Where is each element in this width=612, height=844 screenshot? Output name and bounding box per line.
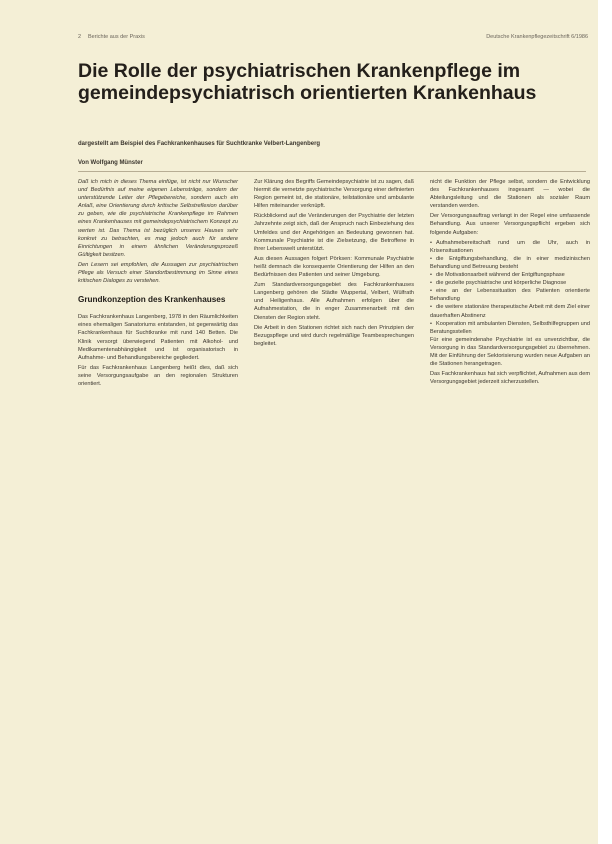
paragraph: Den Lesern sei empfohlen, die Aussagen zur psychiatrischen Pflege als Versuch einer Standortbestimmung im Sinne eines kritischen Dialoges zu verstehen. (78, 261, 238, 285)
bullet-icon: • (430, 280, 432, 287)
article-title: Die Rolle der psychiatrischen Krankenpflege im gemeindepsychiatrisch orientierten Krankenhaus (78, 60, 537, 104)
author-line: Von Wolfgang Münster (78, 160, 143, 166)
bullet-text: Aufnahmebereitschaft rund um die Uhr, auch in Krisensituationen (430, 239, 590, 254)
bullet-text: die weitere stationäre therapeutische Arbeit mit dem Ziel einer dauerhaften Abstinenz (430, 304, 590, 319)
header-divider (78, 171, 586, 172)
bullet-icon: • (430, 272, 432, 279)
bullet-text: eine an der Lebenssituation des Patienten orientierte Behandlung (430, 288, 590, 303)
bullet-text: Kooperation mit ambulanten Diensten, Selbsthilfegruppen und Beratungsstellen (430, 320, 590, 335)
text-column-3 (430, 178, 590, 388)
paragraph: Rückblickend auf die Veränderungen der Psychiatrie der letzten Jahrzehnte zeigt sich, daß der Anspruch nach Einbeziehung des Umfeldes und der Angehörigen an Bedeutung gewonnen hat. Kommunale Psychiatrie ist die Zielsetzung, die Betroffene in ihrer Lebenswelt unterstützt. (254, 213, 414, 252)
bullet-item (430, 303, 590, 319)
bullet-icon: • (430, 320, 432, 327)
bullet-item (430, 255, 590, 271)
page-edge (598, 0, 612, 844)
paragraph: Aus diesen Aussagen folgert Pörksen: Kommunale Psychiatrie heißt demnach die konsequente Orientierung der Hilfen an den Bedürfnissen des Patienten und seiner Umgebung. (254, 255, 414, 279)
paragraph: Für eine gemeindenahe Psychiatrie ist es unverzichtbar, die Versorgung in das Standardversorgungsgebiet zu übernehmen. Mit der Einführung der Sektorisierung wurden neue Aufgaben an die Stationen herangetragen. (430, 336, 590, 368)
bullet-icon: • (430, 255, 432, 262)
bullet-item (430, 279, 590, 287)
bullet-item (430, 320, 590, 336)
paragraph: Für das Fachkrankenhaus Langenberg heißt dies, daß sich seine Versorgungsaufgabe an den regionalen Strukturen orientiert. (78, 364, 238, 387)
bullet-item (430, 271, 590, 279)
bullet-text: die Motivationsarbeit während der Entgiftungsphase (436, 272, 565, 279)
paragraph: nicht die Funktion der Pflege selbst, sondern die Entwicklung des Fachkrankenhauses insgesamt — wobei die Abteilungsleitung und die Stationen als sozialer Raum verstanden werden. (430, 179, 590, 210)
section-name: Berichte aus der Praxis (88, 34, 145, 40)
bullet-icon: • (430, 304, 432, 311)
bullet-icon: • (430, 288, 432, 295)
article-subtitle: dargestellt am Beispiel des Fachkrankenhauses für Suchtkranke Velbert-Langenberg (78, 141, 321, 147)
text-column-1 (78, 178, 238, 390)
paragraph: Das Fachkrankenhaus hat sich verpflichtet, Aufnahmen aus dem Versorgungsgebiet jederzeit sicherzustellen. (430, 371, 590, 386)
paragraph: Die Arbeit in den Stationen richtet sich nach den Prinzipien der Bezugspflege und wird durch regelmäßige Teambesprechungen begleitet. (254, 324, 414, 347)
journal-name: Deutsche Krankenpflegezeitschrift 6/1986 (486, 34, 588, 40)
bullet-item (430, 287, 590, 303)
text-column-2 (254, 178, 414, 350)
bullet-icon: • (430, 239, 432, 246)
bullet-text: die Entgiftungsbehandlung, die in einer medizinischen Behandlung und Betreuung besteht (430, 255, 590, 270)
paragraph: Zum Standardversorgungsgebiet des Fachkrankenhauses Langenberg gehören die Städte Wuppertal, Velbert, Wülfrath und Heiligenhaus. Alle Aufnahmen erfolgen über die Aufnahmestation, die in enger Zusammenarbeit mit den Diensten der Region steht. (254, 282, 414, 321)
paragraph: Das Fachkrankenhaus Langenberg, 1978 in den Räumlichkeiten eines ehemaligen Sanatoriums entstanden, ist gegenwärtig das Fachkrankenhaus für Suchtkranke mit rund 140 Betten. Die Klinik versorgt überwiegend Patienten mit Alkohol- und Medikamentenabhängigkeit und ist organisatorisch in Aufnahme- und Behandlungsbereiche gegliedert. (78, 314, 238, 361)
section-heading: Grundkonzeption des Krankenhauses (78, 295, 226, 305)
paragraph: Zur Klärung des Begriffs Gemeindepsychiatrie ist zu sagen, daß hiermit die vernetzte psychiatrische Versorgung einer definierten Region gemeint ist, die stationäre, teilstationäre und ambulante Hilfen miteinander verknüpft. (254, 179, 414, 210)
page-number: 2 (78, 34, 82, 40)
paragraph: Der Versorgungsauftrag verlangt in der Regel eine umfassende Behandlung. Aus unserer Versorgungspflicht ergeben sich folgende Aufgaben: (430, 213, 590, 236)
bullet-text: die gezielte psychiatrische und körperliche Diagnose (436, 280, 567, 287)
bullet-item (430, 239, 590, 255)
lead-paragraph: Daß ich mich in dieses Thema einfüge, ist nicht nur Wunscher und Bedürfnis auf meine eigenen Lebensträge, sondern der unterstützende Leiter der Pflegebereiche, sondern auch ein Anlaß, eine Orientierung durch kritische Selbstreflexion darüber zu geben, wie die psychiatrische Krankenpflege im Rahmen eines Krankenhauses mit gemeindepsychiatrischem Konzept zu werten ist. Das Thema ist bezüglich unseres Hauses sehr konkret zu betrachten, es mag jedoch auch für andere Einrichtungen in einem ähnlichen Veränderungsprozeß Gültigkeit besitzen. (78, 179, 238, 258)
